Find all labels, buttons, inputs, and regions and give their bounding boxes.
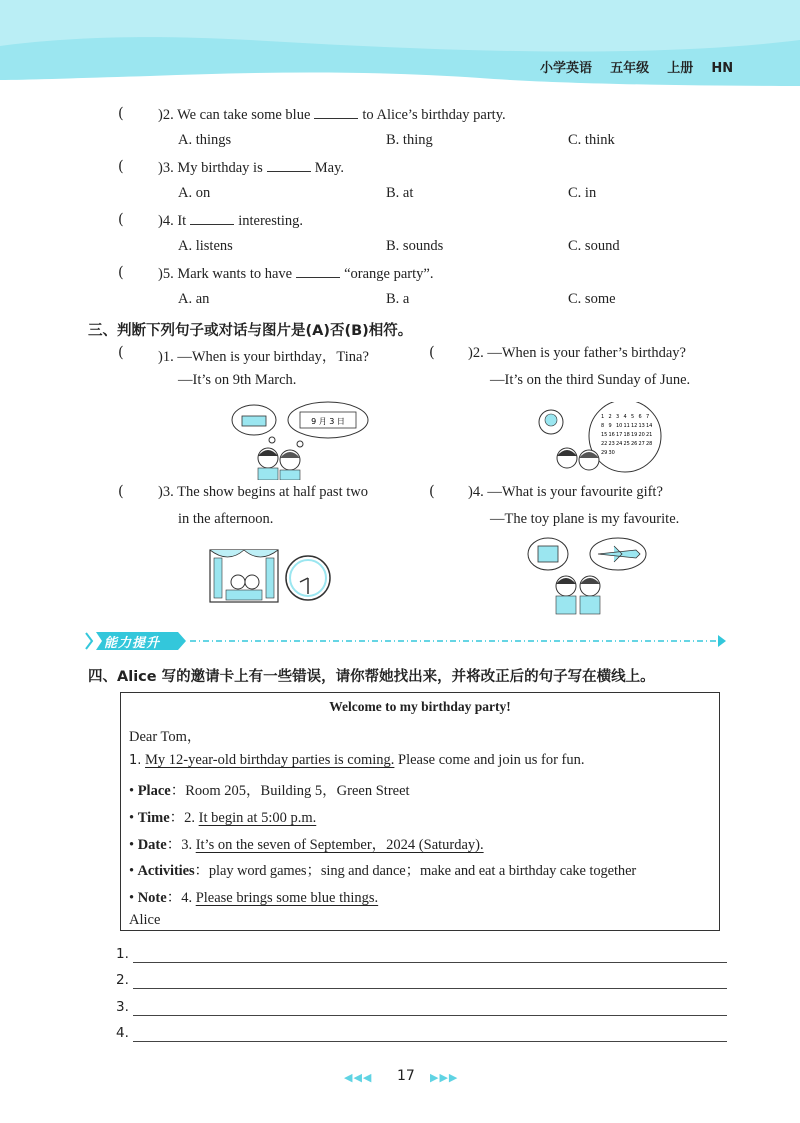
- section4-title: 四、Alice 写的邀请卡上有一些错误，请你帮她找出来，并将改正后的句子写在横线上。: [88, 669, 655, 685]
- error-sentence-4: Please brings some blue things.: [195, 890, 379, 906]
- answer-paren-q2[interactable]: (: [118, 106, 124, 122]
- birthday-cake-picture: [218, 400, 378, 480]
- calendar-day: 19: [631, 432, 638, 438]
- question-2: )2. We can take some blue to Alice’s birthday party.: [158, 107, 506, 123]
- option-q2-c[interactable]: C. think: [568, 132, 615, 148]
- calendar-day: 14: [646, 423, 653, 429]
- s3-item1-line1: )1. —When is your birthday，Tina?: [158, 349, 369, 365]
- gift-plane-picture: [518, 536, 668, 616]
- banner-label: 能力提升: [104, 636, 161, 651]
- calendar-day: 27: [638, 441, 645, 447]
- s3-item3-line1: )3. The show begins at half past two: [158, 484, 368, 500]
- card-signature: Alice: [129, 912, 161, 928]
- question-4: )4. It interesting.: [158, 213, 304, 229]
- option-q3-c[interactable]: C. in: [568, 185, 597, 201]
- show-clock-picture: [208, 546, 336, 606]
- footer-right-arrows: ▶▶▶: [430, 1071, 459, 1084]
- calendar-day: 9: [608, 423, 612, 429]
- answer-num-4: 4.: [116, 1025, 129, 1041]
- question-5: )5. Mark wants to have “orange party”.: [158, 266, 434, 282]
- footer-left-arrows: ◀◀◀: [344, 1071, 373, 1084]
- calendar-day: 5: [631, 414, 635, 420]
- calendar-day: 18: [623, 432, 630, 438]
- calendar-day: 17: [616, 432, 623, 438]
- edition-label: HN: [711, 61, 734, 76]
- calendar-day: 28: [646, 441, 653, 447]
- option-q2-a[interactable]: A. things: [178, 132, 232, 148]
- calendar-day: 29: [601, 450, 608, 456]
- option-q4-b[interactable]: B. sounds: [386, 238, 444, 254]
- answer-num-3: 3.: [116, 999, 129, 1015]
- calendar-day: 30: [608, 450, 615, 456]
- s3-item3-line2: in the afternoon.: [178, 511, 274, 527]
- calendar-day: 15: [601, 432, 608, 438]
- error-sentence-1: My 12-year-old birthday parties is coming.: [145, 752, 395, 768]
- calendar-day: 12: [631, 423, 638, 429]
- calendar-day: 2: [608, 414, 612, 420]
- option-q5-b[interactable]: B. a: [386, 291, 410, 307]
- answer-paren-q5[interactable]: (: [118, 265, 124, 281]
- calendar-day: 1: [601, 414, 605, 420]
- s3-item2-line1: )2. —When is your father’s birthday?: [468, 345, 686, 361]
- calendar-day: 10: [616, 423, 623, 429]
- answer-paren-s3-1[interactable]: (: [118, 345, 124, 361]
- option-q4-a[interactable]: A. listens: [178, 238, 233, 254]
- question-3: )3. My birthday is May.: [158, 160, 344, 176]
- calendar-day: 20: [638, 432, 645, 438]
- calendar-day: 8: [601, 423, 605, 429]
- calendar-day: 16: [608, 432, 615, 438]
- section3-title: 三、判断下列句子或对话与图片是(A)否(B)相符。: [88, 323, 413, 339]
- card-line1: 1. My 12-year-old birthday parties is coming. Please come and join us for fun.: [129, 752, 585, 768]
- header-wave: [0, 0, 800, 90]
- header-info: [540, 57, 733, 76]
- card-activities: • Activities：play word games；sing and dance；make and eat a birthday cake together: [129, 863, 637, 879]
- s3-item4-line1: )4. —What is your favourite gift?: [468, 484, 663, 500]
- option-q5-a[interactable]: A. an: [178, 291, 210, 307]
- calendar-day: 22: [601, 441, 608, 447]
- error-sentence-2: It begin at 5:00 p.m.: [198, 810, 317, 826]
- answer-paren-s3-3[interactable]: (: [118, 484, 124, 500]
- card-note: • Note：4. Please brings some blue things.: [129, 890, 379, 906]
- calendar-day: 7: [646, 414, 650, 420]
- calendar-day: 24: [616, 441, 623, 447]
- card-heading: Welcome to my birthday party!: [329, 699, 511, 714]
- fill-blank[interactable]: [296, 265, 340, 278]
- card-place: • Place：Room 205，Building 5，Green Street: [129, 783, 410, 799]
- answer-num-1: 1.: [116, 946, 129, 962]
- error-sentence-3: It’s on the seven of September，2024 (Saturday).: [195, 837, 484, 853]
- fill-blank[interactable]: [190, 212, 234, 225]
- s3-item2-line2: —It’s on the third Sunday of June.: [490, 372, 691, 388]
- answer-paren-s3-2[interactable]: (: [429, 345, 435, 361]
- calendar-picture: [535, 402, 665, 476]
- invitation-card: [120, 692, 720, 931]
- calendar-day: 3: [616, 414, 620, 420]
- calendar-day: 13: [638, 423, 645, 429]
- calendar-day: 11: [623, 423, 630, 429]
- option-q5-c[interactable]: C. some: [568, 291, 616, 307]
- calendar-day: 23: [608, 441, 615, 447]
- page-number: 17: [397, 1068, 415, 1084]
- series-name: 小学英语: [540, 61, 593, 76]
- fill-blank[interactable]: [267, 159, 311, 172]
- option-q2-b[interactable]: B. thing: [386, 132, 433, 148]
- card-greeting: Dear Tom，: [129, 729, 202, 745]
- option-q3-b[interactable]: B. at: [386, 185, 414, 201]
- s3-item4-line2: —The toy plane is my favourite.: [490, 511, 680, 527]
- answer-paren-q4[interactable]: (: [118, 212, 124, 228]
- option-q4-c[interactable]: C. sound: [568, 238, 620, 254]
- calendar-day: 25: [623, 441, 630, 447]
- answer-line-2[interactable]: [133, 988, 727, 989]
- answer-num-2: 2.: [116, 972, 129, 988]
- answer-paren-q3[interactable]: (: [118, 159, 124, 175]
- answer-line-4[interactable]: [133, 1041, 727, 1042]
- card-time: • Time：2. It begin at 5:00 p.m.: [129, 810, 317, 826]
- calendar-day: 26: [631, 441, 638, 447]
- answer-line-1[interactable]: [133, 962, 727, 963]
- answer-line-3[interactable]: [133, 1015, 727, 1016]
- answer-paren-s3-4[interactable]: (: [429, 484, 435, 500]
- s3-item1-line2: —It’s on 9th March.: [178, 372, 297, 388]
- calendar-day: 4: [623, 414, 627, 420]
- option-q3-a[interactable]: A. on: [178, 185, 211, 201]
- grade-label: 五年级: [610, 61, 650, 76]
- volume-label: 上册: [667, 61, 694, 76]
- card-date: • Date：3. It’s on the seven of September，2024 (Saturday).: [129, 837, 484, 853]
- calendar-day: 6: [638, 414, 642, 420]
- fill-blank[interactable]: [314, 106, 358, 119]
- calendar-day: 21: [646, 432, 653, 438]
- calendar-date-text: 9 月 3 日: [311, 417, 345, 426]
- ability-banner: [82, 630, 732, 652]
